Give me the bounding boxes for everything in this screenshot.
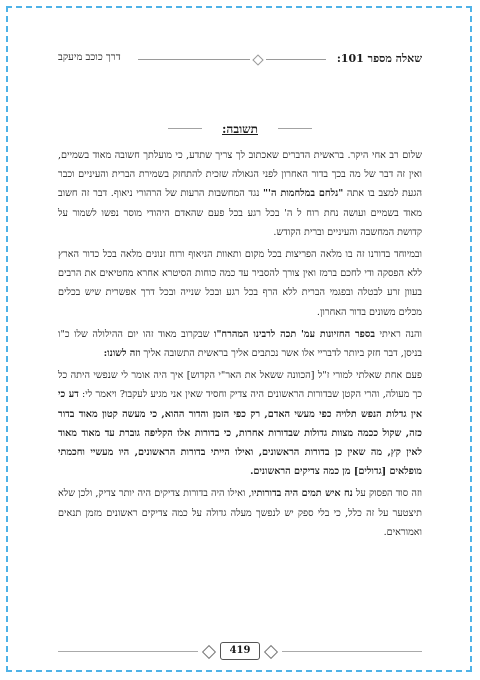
emphasized-text: וזה לשונו: xyxy=(103,348,141,360)
text-run: שבקרוב מאוד זהו יום ההילולה שלו כ"ו בניסן, דבר חזק ביותר לדבריי אלו אשר נכתבים אליך בראשית התשובה אליך xyxy=(58,328,422,360)
text-run: שלום רב אחי היקר. בראשית הדברים שאכתוב לך צריך שתדע, כי מועלתך חשובה מאוד בשמיים, ואין זה דבר של מה בכך בדור האחרון לפני הגאולה שזכית להתחזק בשמירת הברית והעיניים וכבר הגעת למצב בו אתה xyxy=(58,150,422,200)
title-rule-right xyxy=(278,128,312,129)
emphasized-text: "נלחם במלחמות ה'" xyxy=(263,188,344,200)
page-number: 419 xyxy=(220,642,260,660)
footer-rule-left xyxy=(58,651,198,652)
header-rule-right xyxy=(266,59,326,60)
header-question-number: שאלה מספר 101: xyxy=(336,52,422,65)
emphasized-text: נח איש תמים היה בדורותיו xyxy=(251,488,353,500)
text-run: , ואילו היה בדורות צדיקים היה יותר צדיק, ולכן שלא תיצטער על זה כלל, כי בלי ספק יש לנפשך מעלה גדולה על כמה צדיקים ראשונים מזמן תנאים ואמוראים. xyxy=(58,488,422,538)
section-title: תשובה: xyxy=(222,122,258,136)
running-header xyxy=(58,50,422,68)
footer-rule-right xyxy=(282,651,422,652)
paragraph xyxy=(58,146,422,242)
footer-ornament-icon xyxy=(264,645,278,659)
paragraph xyxy=(58,366,422,481)
paragraph xyxy=(58,484,422,542)
header-book-title: דרך כוכב מיעקב xyxy=(58,52,121,63)
page-footer xyxy=(58,644,422,658)
text-run: פעם אחת שאלתי למורי ז"ל [הכוונה ששאל את האר"י הקדוש] איך היה אומר לי שנפשי היתה כל כך מעולה, והרי הקטן שבדורות הראשונים היה צדיק וחסיד שאין אני מגיע לעקבו? ויאמר לי: xyxy=(58,370,422,401)
body-text xyxy=(58,146,422,545)
paragraph xyxy=(58,245,422,322)
header-rule-left xyxy=(138,59,250,60)
text-run: נגד המחשבות הרעות של הרהורי ניאוף. דבר זה חשוב מאוד בשמיים ועושה נחת רוח ל ה' בכל רגע בכל פעם שהאדם היהודי מוסר נפשו לשמור על קדושת המחשבה והעיניים וברית הקודש. xyxy=(58,188,422,238)
title-rule-left xyxy=(168,128,202,129)
text-run: והנה ראיתי xyxy=(374,328,422,340)
header-ornament-icon xyxy=(252,54,263,65)
text-run: ובמיוחד בדורנו זה בו מלאה הפריצות בכל מקום ותאוות הניאוף ורוח זנונים מלאה בכל כדור הארץ ללא הפסקה ודי לחכם ברמז ואין צורך להסביר עד כמה כוחות הסיטרא אחרא מחטיאים את הרבים בעוון זרע לבטלה ובפגמי הברית ללא הרף בכל רגע ובכל שנייה ובכל דרך אפשרית שיש בכלים מכלים משונים בדור האחרון. xyxy=(58,249,422,318)
text-run: וזה סוד הפסוק על xyxy=(352,488,422,500)
section-title-wrap xyxy=(0,118,480,137)
footer-ornament-icon xyxy=(202,645,216,659)
emphasized-text: בספר החזיונות עמ' תכה לרבינו המהרח"ו xyxy=(213,328,375,340)
emphasized-text: דע כי אין גדלות הנפש תלויה כפי מעשי האדם, רק כפי הזמן והדור ההוא, כי מעשה קטון מאוד בדור כזה, שקול ככמה מצוות גדולות שבדורות אחרות, כי בדורות אלו הקליפה גוברת עד מאוד מאוד לאין קץ, מה שאין כן בדורות הראשונים, ואילו הייתי בדורות הראשונים, היו מעשיי וחכמתי מופלאים [גדולים] מן כמה צדיקים הראשונים. xyxy=(58,389,422,478)
paragraph xyxy=(58,325,422,363)
